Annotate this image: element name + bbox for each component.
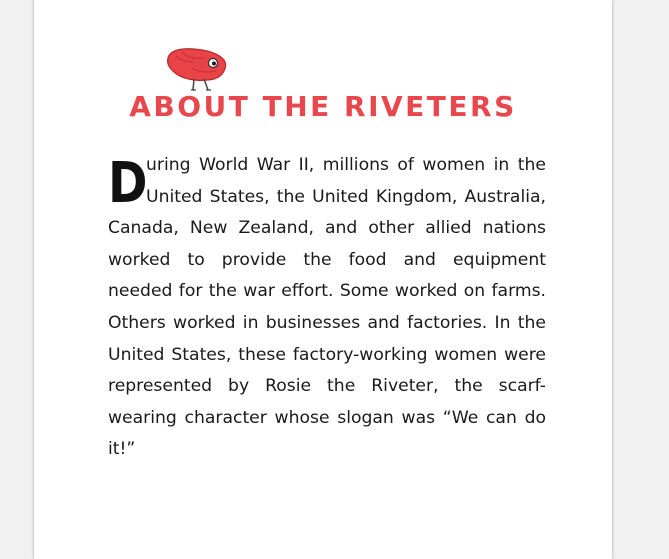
red-bird-icon — [164, 44, 234, 92]
book-page — [34, 0, 612, 559]
article-body-text: uring World War II, millions of women in the United States, the United Kingdom, Australia, Canada, New Zealand, and other allied nations worked to provide the food and equipment needed for the war effort. Some worked on farms. Others worked in businesses and factories. In the United States, these factory-working women were represented by Rosie the Riveter, the scarf-wearing character whose slogan was “We can do it!” — [108, 155, 546, 460]
article-paragraph — [108, 150, 546, 466]
page-title: ABOUT THE RIVETERS — [129, 90, 517, 123]
drop-cap: D — [108, 151, 148, 216]
